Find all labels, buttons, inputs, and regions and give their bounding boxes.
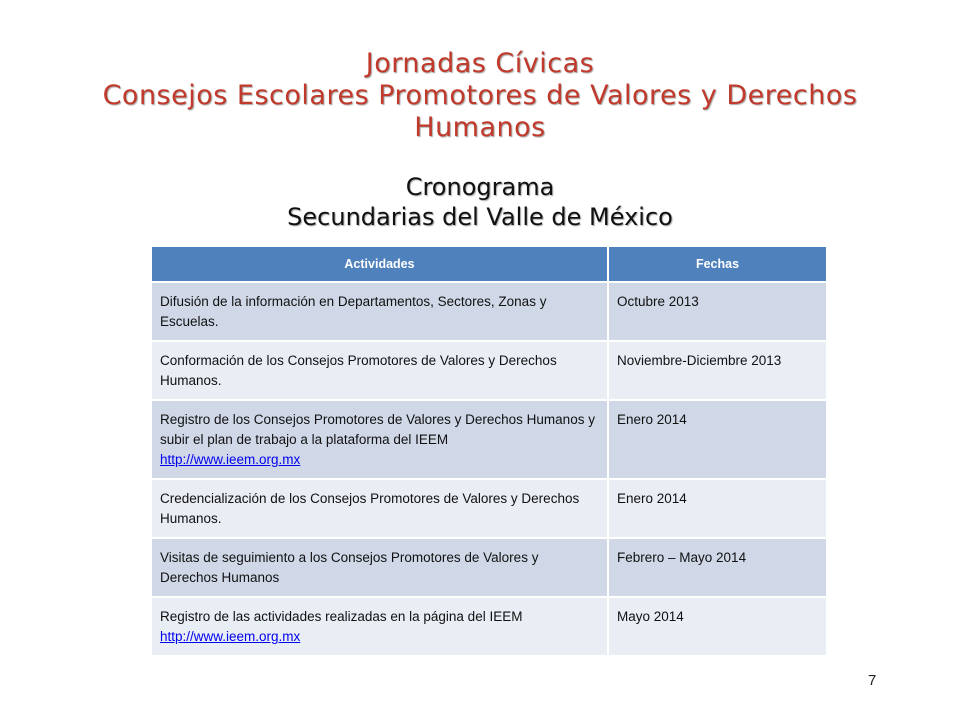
- page-number: 7: [868, 672, 877, 689]
- table-header-row: [152, 247, 826, 283]
- header-activities: Actividades: [152, 247, 609, 283]
- title-line-1: Jornadas Cívicas: [365, 48, 595, 79]
- schedule-table: [152, 247, 826, 657]
- subtitle-line-1: Cronograma: [405, 173, 555, 201]
- date-cell: Febrero – Mayo 2014: [609, 539, 826, 598]
- date-cell: Mayo 2014: [609, 598, 826, 657]
- activity-text: Registro de los Consejos Promotores de Valores y Derechos Humanos y subir el plan de trabajo a la plataforma del IEEM: [160, 412, 595, 447]
- title-line-3: Humanos: [414, 112, 546, 143]
- date-cell: Enero 2014: [609, 401, 826, 480]
- page-title: [0, 48, 960, 144]
- date-cell: Enero 2014: [609, 480, 826, 539]
- date-cell: Noviembre-Diciembre 2013: [609, 342, 826, 401]
- table-row: [152, 283, 826, 342]
- table-row: [152, 480, 826, 539]
- activity-cell: [152, 480, 609, 539]
- activity-cell: [152, 598, 609, 657]
- page-subtitle: [0, 172, 960, 232]
- table-row: [152, 539, 826, 598]
- activity-cell: [152, 539, 609, 598]
- ieem-link[interactable]: http://www.ieem.org.mx: [160, 629, 301, 644]
- title-line-2: Consejos Escolares Promotores de Valores y Derechos: [102, 80, 858, 111]
- activity-text: Conformación de los Consejos Promotores de Valores y Derechos Humanos.: [160, 353, 557, 388]
- activity-text: Difusión de la información en Departamentos, Sectores, Zonas y Escuelas.: [160, 294, 547, 329]
- table-row: [152, 598, 826, 657]
- activity-cell: [152, 342, 609, 401]
- activity-text: Credencialización de los Consejos Promotores de Valores y Derechos Humanos.: [160, 491, 580, 526]
- subtitle-line-2: Secundarias del Valle de México: [287, 203, 673, 231]
- table-row: [152, 401, 826, 480]
- activity-text: Visitas de seguimiento a los Consejos Promotores de Valores y Derechos Humanos: [160, 550, 539, 585]
- header-dates: Fechas: [609, 247, 826, 283]
- date-cell: Octubre 2013: [609, 283, 826, 342]
- activity-cell: [152, 283, 609, 342]
- activity-cell: [152, 401, 609, 480]
- ieem-link[interactable]: http://www.ieem.org.mx: [160, 452, 301, 467]
- activity-text: Registro de las actividades realizadas en la página del IEEM: [160, 609, 523, 624]
- table-row: [152, 342, 826, 401]
